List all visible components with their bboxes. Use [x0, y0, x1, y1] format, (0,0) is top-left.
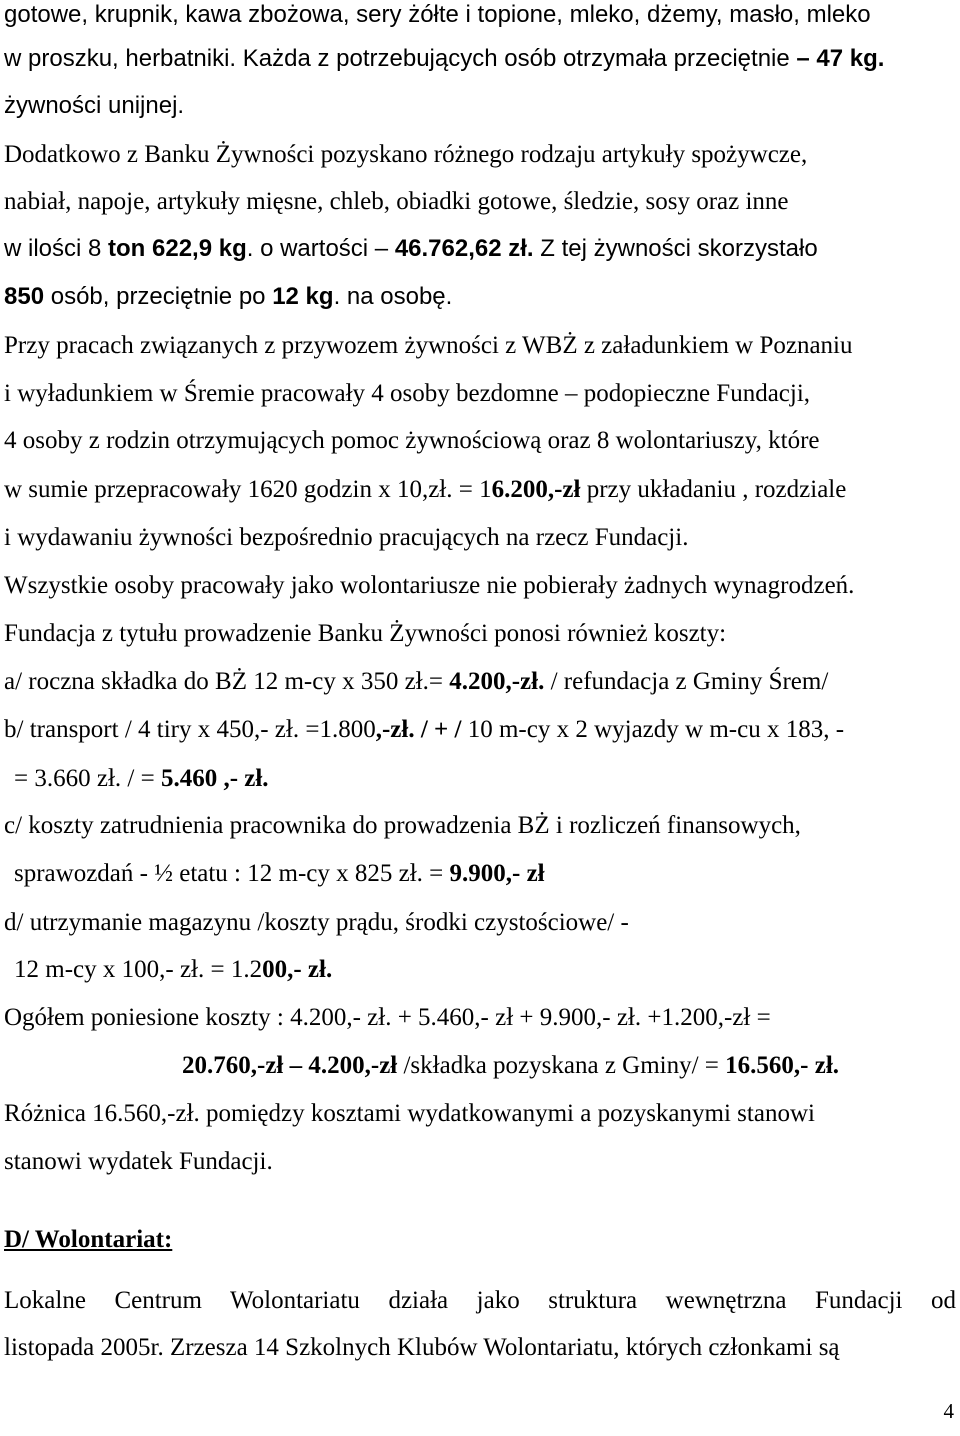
text-line: i wyładunkiem w Śremie pracowały 4 osoby bezdomne – podopieczne Fundacji, [4, 380, 811, 407]
text-line: 4 osoby z rodzin otrzymujących pomoc żywnościową oraz 8 wolontariuszy, które [4, 427, 820, 454]
text-line: Dodatkowo z Banku Żywności pozyskano różnego rodzaju artykuły spożywcze, [4, 141, 808, 168]
page-number: 4 [943, 1399, 954, 1423]
text-line: Przy pracach związanych z przywozem żywności z WBŻ z załadunkiem w Poznaniu [4, 332, 853, 359]
section-heading: D/ Wolontariat: [4, 1226, 173, 1253]
text-line: sprawozdań - ½ etatu : 12 m-cy x 825 zł. = 9.900,- zł [14, 860, 545, 887]
text-line: 850 osób, przeciętnie po 12 kg. na osobę. [4, 283, 453, 310]
text-line: w sumie przepracowały 1620 godzin x 10,zł. = 16.200,-zł przy układaniu , rozdziale [4, 476, 847, 503]
text-line: żywności unijnej. [4, 92, 185, 119]
text-line: Fundacja z tytułu prowadzenie Banku Żywności ponosi również koszty: [4, 620, 727, 647]
text-line: d/ utrzymanie magazynu /koszty prądu, środki czystościowe/ - [4, 909, 629, 936]
text-line: b/ transport / 4 tiry x 450,- zł. =1.800,-zł. / + / 10 m-cy x 2 wyjazdy w m-cu x 183, - [4, 716, 845, 743]
text-line: w ilości 8 ton 622,9 kg. o wartości – 46.762,62 zł. Z tej żywności skorzystało [4, 235, 818, 262]
text-line: i wydawaniu żywności bezpośrednio pracujących na rzecz Fundacji. [4, 524, 689, 551]
text-line: 20.760,-zł – 4.200,-zł /składka pozyskana z Gminy/ = 16.560,- zł. [182, 1052, 840, 1079]
text-line: listopada 2005r. Zrzesza 14 Szkolnych Klubów Wolontariatu, których członkami są [4, 1334, 840, 1361]
text-line: w proszku, herbatniki. Każda z potrzebujących osób otrzymała przeciętnie – 47 kg. [4, 45, 885, 72]
text-line: nabiał, napoje, artykuły mięsne, chleb, obiadki gotowe, śledzie, sosy oraz inne [4, 188, 789, 215]
text-line: Lokalne Centrum Wolontariatu działa jako struktura wewnętrzna Fundacji od [4, 1287, 956, 1314]
text-line: gotowe, krupnik, kawa zbożowa, sery żółte i topione, mleko, dżemy, masło, mleko [4, 1, 871, 28]
text-line: Wszystkie osoby pracowały jako wolontariusze nie pobierały żadnych wynagrodzeń. [4, 572, 855, 599]
text-line: 12 m-cy x 100,- zł. = 1.200,- zł. [14, 956, 333, 983]
text-line: stanowi wydatek Fundacji. [4, 1148, 273, 1175]
text-line: = 3.660 zł. / = 5.460 ,- zł. [14, 765, 269, 792]
text-line: c/ koszty zatrudnienia pracownika do prowadzenia BŻ i rozliczeń finansowych, [4, 812, 801, 839]
text-line: Ogółem poniesione koszty : 4.200,- zł. + 5.460,- zł + 9.900,- zł. +1.200,-zł = [4, 1004, 771, 1031]
text-line: a/ roczna składka do BŻ 12 m-cy x 350 zł.= 4.200,-zł. / refundacja z Gminy Śrem/ [4, 668, 829, 695]
text-line: Różnica 16.560,-zł. pomiędzy kosztami wydatkowanymi a pozyskanymi stanowi [4, 1100, 815, 1127]
